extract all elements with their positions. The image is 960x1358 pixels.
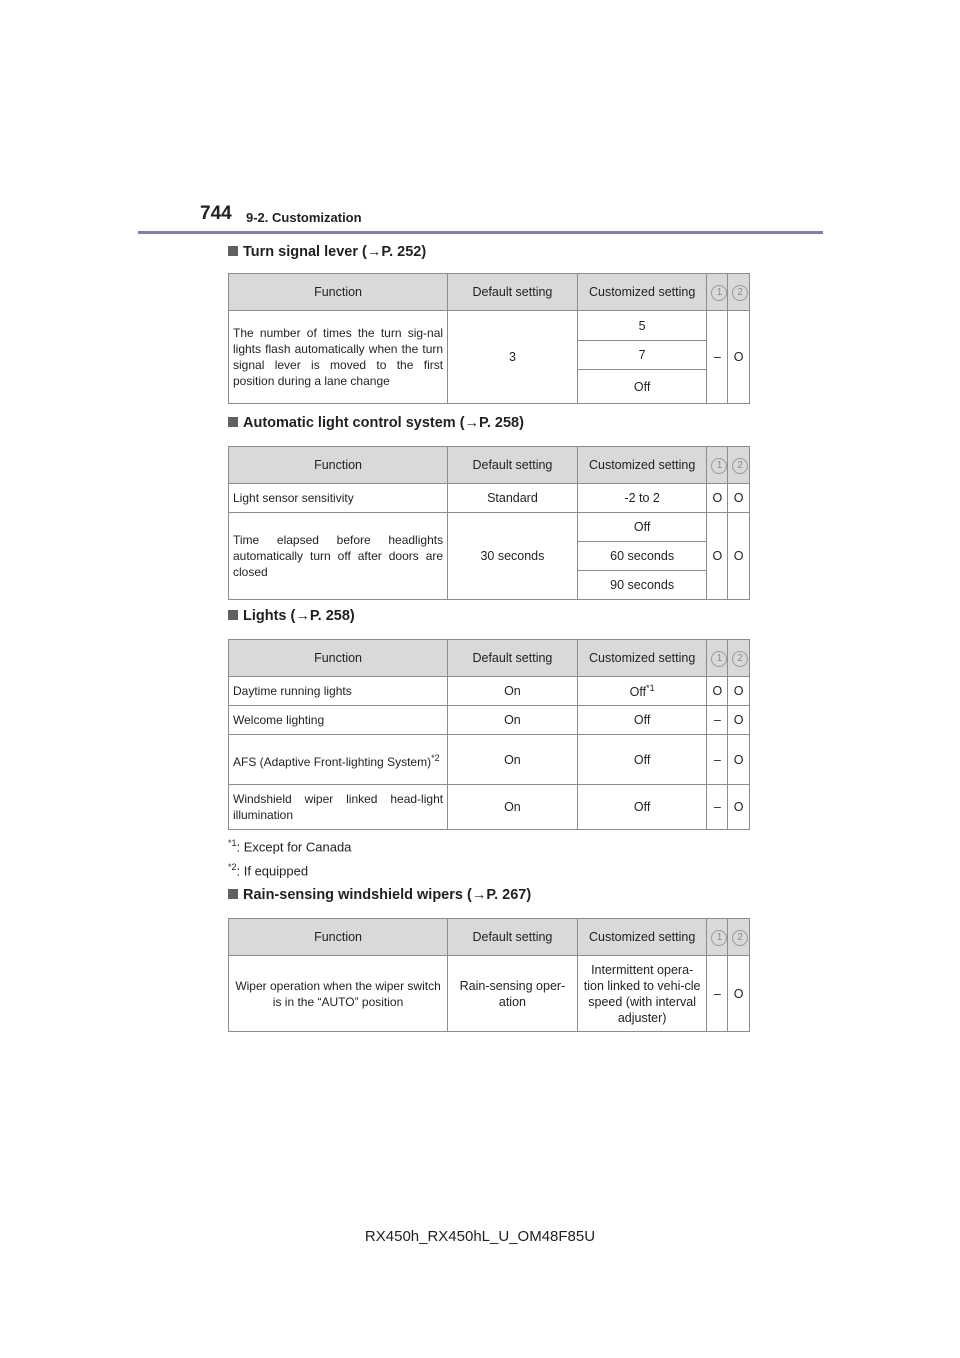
heading-lights: Lights (→P. 258) [228, 608, 355, 624]
circle-one-icon: 1 [711, 651, 727, 667]
col-function: Function [229, 274, 448, 311]
option-cell: 7 [577, 341, 707, 370]
table-header-row [229, 919, 750, 956]
table-row [229, 956, 750, 1032]
table-row [229, 677, 750, 706]
default-cell: On [448, 735, 578, 785]
circle-one-icon: 1 [711, 930, 727, 946]
function-cell: Daytime running lights [229, 677, 448, 706]
col2-cell: O [728, 677, 750, 706]
table-row [229, 513, 750, 542]
col2-cell: O [728, 956, 750, 1032]
table-turn-signal [228, 273, 750, 404]
table-row [229, 735, 750, 785]
col-custom: Customized setting [577, 919, 707, 956]
col-default: Default setting [448, 640, 578, 677]
custom-cell: Off [577, 735, 707, 785]
footnote-ref: *2 [431, 752, 440, 763]
heading-auto-light: Automatic light control system (→P. 258) [228, 415, 524, 431]
col-custom: Customized setting [577, 447, 707, 484]
bullet-square-icon [228, 610, 238, 620]
col1-cell: O [707, 677, 728, 706]
custom-cell: Off [577, 785, 707, 830]
custom-cell: Intermittent opera-tion linked to vehi-cle speed (with interval adjuster) [577, 956, 707, 1032]
option-cell: Off [577, 370, 707, 404]
bullet-square-icon [228, 246, 238, 256]
heading-turn-signal: Turn signal lever (→P. 252) [228, 244, 426, 260]
col-2-badge [728, 274, 750, 311]
col-1-badge [707, 919, 728, 956]
heading-wipers: Rain-sensing windshield wipers (→P. 267) [228, 887, 531, 903]
table-auto-light [228, 446, 750, 600]
table-row [229, 484, 750, 513]
col-function: Function [229, 447, 448, 484]
default-cell: 30 seconds [448, 513, 578, 600]
function-cell: Wiper operation when the wiper switch is in the “AUTO” position [229, 956, 448, 1032]
default-cell: Standard [448, 484, 578, 513]
option-cell: 5 [577, 311, 707, 341]
col-1-badge [707, 447, 728, 484]
col-2-badge [728, 640, 750, 677]
circle-two-icon: 2 [732, 651, 748, 667]
section-title: 9-2. Customization [246, 210, 362, 225]
col-1-badge [707, 274, 728, 311]
circle-two-icon: 2 [732, 285, 748, 301]
col2-cell: O [728, 311, 750, 404]
function-cell: Windshield wiper linked head-light illumination [229, 785, 448, 830]
col-default: Default setting [448, 919, 578, 956]
col1-cell: – [707, 706, 728, 735]
col-custom: Customized setting [577, 274, 707, 311]
table-header-row [229, 274, 750, 311]
function-cell: Light sensor sensitivity [229, 484, 448, 513]
col2-cell: O [728, 706, 750, 735]
footnote-ref: *1 [646, 682, 655, 693]
bullet-square-icon [228, 417, 238, 427]
col2-cell: O [728, 785, 750, 830]
col2-cell: O [728, 513, 750, 600]
default-cell: On [448, 706, 578, 735]
function-cell: Welcome lighting [229, 706, 448, 735]
col1-cell: O [707, 484, 728, 513]
col2-cell: O [728, 484, 750, 513]
function-cell: The number of times the turn sig-nal lights flash automatically when the turn signal lever is moved to the first position during a lane change [229, 311, 448, 404]
col1-cell: – [707, 785, 728, 830]
option-cell: Off [577, 513, 707, 542]
table-header-row [229, 640, 750, 677]
bullet-square-icon [228, 889, 238, 899]
custom-cell: -2 to 2 [577, 484, 707, 513]
col-custom: Customized setting [577, 640, 707, 677]
circle-one-icon: 1 [711, 285, 727, 301]
custom-cell: Off$^{*1}$ [577, 677, 707, 706]
circle-two-icon: 2 [732, 930, 748, 946]
option-cell: 60 seconds [577, 542, 707, 571]
col-2-badge [728, 919, 750, 956]
col-function: Function [229, 919, 448, 956]
default-cell: 3 [448, 311, 578, 404]
footnote-2: $^{*2}$: If equipped [228, 862, 309, 879]
function-cell: Time elapsed before headlights automatically turn off after doors are closed [229, 513, 448, 600]
footer-doc-id: RX450h_RX450hL_U_OM48F85U [364, 1228, 596, 1245]
default-cell: On [448, 785, 578, 830]
col-default: Default setting [448, 274, 578, 311]
col-function: Function [229, 640, 448, 677]
table-row [229, 785, 750, 830]
table-header-row [229, 447, 750, 484]
col1-cell: – [707, 735, 728, 785]
custom-cell: Off [577, 706, 707, 735]
col1-cell: – [707, 311, 728, 404]
function-cell: AFS (Adaptive Front-lighting System)$^{*2}$ [229, 735, 448, 785]
col1-cell: O [707, 513, 728, 600]
circle-one-icon: 1 [711, 458, 727, 474]
col1-cell: – [707, 956, 728, 1032]
col-1-badge [707, 640, 728, 677]
footnote-1: $^{*1}$: Except for Canada [228, 838, 352, 855]
col2-cell: O [728, 735, 750, 785]
header-rule [138, 231, 823, 234]
page-number: 744 [200, 203, 232, 224]
col-2-badge [728, 447, 750, 484]
table-lights [228, 639, 750, 830]
col-default: Default setting [448, 447, 578, 484]
circle-two-icon: 2 [732, 458, 748, 474]
table-row [229, 311, 750, 341]
table-wipers [228, 918, 750, 1032]
default-cell: On [448, 677, 578, 706]
table-row [229, 706, 750, 735]
default-cell: Rain-sensing oper-ation [448, 956, 578, 1032]
option-cell: 90 seconds [577, 571, 707, 600]
